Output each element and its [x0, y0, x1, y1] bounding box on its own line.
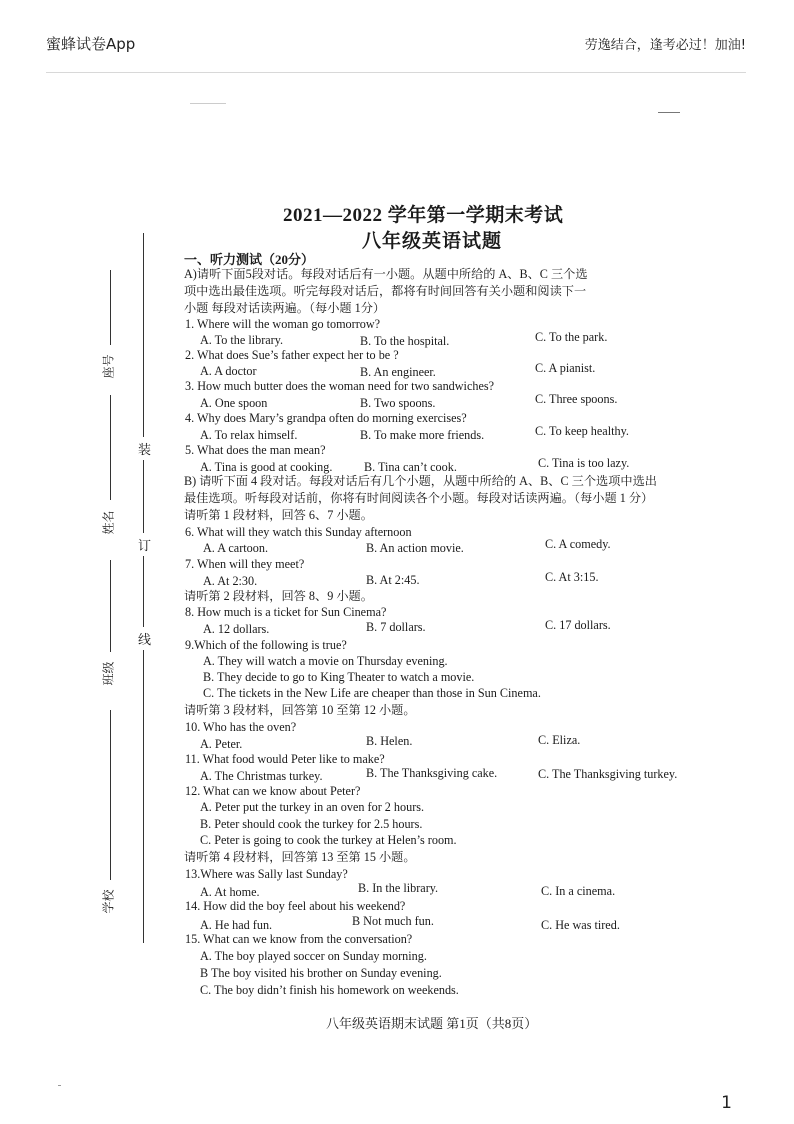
class-blank	[110, 560, 111, 652]
option-c: C. 17 dollars.	[545, 618, 611, 632]
option-b: B. To make more friends.	[360, 428, 485, 442]
question-text: 9.Which of the following is true?	[185, 638, 347, 652]
material-heading: 请听第 1 段材料，回答 6、7 小题。	[184, 508, 373, 522]
page-footer: 八年级英语期末试题 第1页（共8页）	[326, 1016, 538, 1031]
option-c: C. A comedy.	[545, 537, 611, 551]
option-b: B Not much fun.	[352, 914, 434, 928]
question-text: 15. What can we know from the conversation?	[185, 932, 413, 946]
label-school: 学校	[101, 889, 116, 914]
option-c: C. Tina is too lazy.	[538, 456, 630, 470]
option-c: C. Eliza.	[538, 733, 581, 747]
app-name: 蜜蜂试卷App	[46, 35, 136, 53]
material-heading: 请听第 2 段材料，回答 8、9 小题。	[184, 589, 373, 603]
material-heading: 请听第 3 段材料，回答第 10 至第 12 小题。	[184, 703, 416, 717]
name-blank	[110, 395, 111, 500]
material-heading: 请听第 4 段材料，回答第 13 至第 15 小题。	[184, 850, 416, 864]
option-c: C. A pianist.	[535, 361, 596, 375]
header-divider	[46, 72, 746, 73]
option-c: C. He was tired.	[541, 918, 620, 932]
question-text: 8. How much is a ticket for Sun Cinema?	[185, 605, 387, 619]
option-a: A. They will watch a movie on Thursday evening.	[203, 654, 448, 668]
question-text: 1. Where will the woman go tomorrow?	[185, 317, 381, 331]
instruction-line: 项中选出最佳选项。听完每段对话后，都将有时间回答有关小题和阅读下一	[184, 284, 587, 298]
instruction-line: 小题 每段对话读两遍。（每小题 1分）	[184, 301, 386, 315]
option-b: B. An action movie.	[366, 541, 464, 555]
option-b: B. Two spoons.	[360, 396, 436, 410]
instruction-line: 最佳选项。听每段对话前，你将有时间阅读各个小题。每段对话读两遍。（每小题 1 分）	[184, 491, 654, 505]
header-slogan: 劳逸结合，逢考必过！加油!	[584, 38, 746, 53]
option-b: B. Peter should cook the turkey for 2.5 hours.	[200, 817, 423, 831]
seal-char-ding: 订	[138, 533, 151, 556]
option-c: C. To the park.	[535, 330, 608, 344]
question-text: 5. What does the man mean?	[185, 443, 326, 457]
option-c: C. In a cinema.	[541, 884, 616, 898]
instruction-line: A)请听下面5段对话。每段对话后有一小题。从题中所给的 A、B、C 三个选	[184, 267, 588, 281]
question-text: 13.Where was Sally last Sunday?	[185, 867, 348, 881]
scan-speck	[190, 103, 226, 104]
option-c: C. The boy didn’t finish his homework on weekends.	[200, 983, 459, 997]
scan-speck	[58, 1085, 61, 1086]
question-text: 7. When will they meet?	[185, 557, 305, 571]
question-text: 3. How much butter does the woman need for two sandwiches?	[185, 379, 495, 393]
option-c: C. Peter is going to cook the turkey at Helen’s room.	[200, 833, 457, 847]
label-class: 班级	[101, 661, 116, 686]
question-text: 4. Why does Mary’s grandpa often do morning exercises?	[185, 411, 467, 425]
option-c: C. Three spoons.	[535, 392, 618, 406]
option-b: B. At 2:45.	[366, 573, 420, 587]
option-a: A. Tina is good at cooking.	[200, 460, 333, 474]
seal-char-zhuang: 装	[138, 437, 151, 460]
question-text: 2. What does Sue’s father expect her to be ?	[185, 348, 399, 362]
option-c: C. The tickets in the New Life are cheaper than those in Sun Cinema.	[203, 686, 541, 700]
binding-line	[143, 233, 144, 943]
school-blank	[110, 710, 111, 880]
option-c: C. At 3:15.	[545, 570, 599, 584]
seat-number-blank	[110, 270, 111, 345]
option-a: A. 12 dollars.	[203, 622, 270, 636]
option-a: A. At home.	[200, 885, 260, 899]
question-text: 10. Who has the oven?	[185, 720, 297, 734]
option-b: B. In the library.	[358, 881, 439, 895]
option-a: A. Peter put the turkey in an oven for 2 hours.	[200, 800, 425, 814]
page-number: 1	[721, 1093, 732, 1113]
option-a: A. The Christmas turkey.	[200, 769, 323, 783]
option-a: A. A cartoon.	[203, 541, 268, 555]
question-text: 14. How did the boy feel about his weekend?	[185, 899, 406, 913]
option-b: B. An engineer.	[360, 365, 436, 379]
instruction-line: B) 请听下面 4 段对话。每段对话后有几个小题，从题中所给的 A、B、C 三个选项中选出	[184, 474, 657, 488]
option-b: B. 7 dollars.	[366, 620, 426, 634]
option-b: B. The Thanksgiving cake.	[366, 766, 498, 780]
label-name: 姓名	[101, 510, 116, 535]
app-header	[0, 0, 794, 74]
option-c: C. The Thanksgiving turkey.	[538, 767, 678, 781]
question-text: 11. What food would Peter like to make?	[185, 752, 385, 766]
exam-subtitle: 八年级英语试题	[362, 231, 503, 252]
option-a: A. Peter.	[200, 737, 243, 751]
seal-char-xian: 线	[138, 627, 151, 650]
option-b: B. They decide to go to King Theater to watch a movie.	[203, 670, 475, 684]
option-a: A. One spoon	[200, 396, 268, 410]
section-heading: 一、听力测试（20分）	[184, 252, 315, 267]
option-a: A. A doctor	[200, 364, 257, 378]
option-a: A. At 2:30.	[203, 574, 258, 588]
option-b: B. To the hospital.	[360, 334, 450, 348]
option-a: A. To the library.	[200, 333, 284, 347]
option-a: A. He had fun.	[200, 918, 273, 932]
option-b: B. Tina can’t cook.	[364, 460, 457, 474]
option-a: A. The boy played soccer on Sunday morning.	[200, 949, 427, 963]
scan-speck	[658, 112, 680, 113]
question-text: 6. What will they watch this Sunday afternoon	[185, 525, 412, 539]
exam-title: 2021—2022 学年第一学期末考试	[283, 205, 564, 226]
option-b: B The boy visited his brother on Sunday evening.	[200, 966, 442, 980]
question-text: 12. What can we know about Peter?	[185, 784, 361, 798]
option-a: A. To relax himself.	[200, 428, 298, 442]
label-seat-number: 座号	[101, 354, 116, 379]
option-b: B. Helen.	[366, 734, 413, 748]
option-c: C. To keep healthy.	[535, 424, 629, 438]
